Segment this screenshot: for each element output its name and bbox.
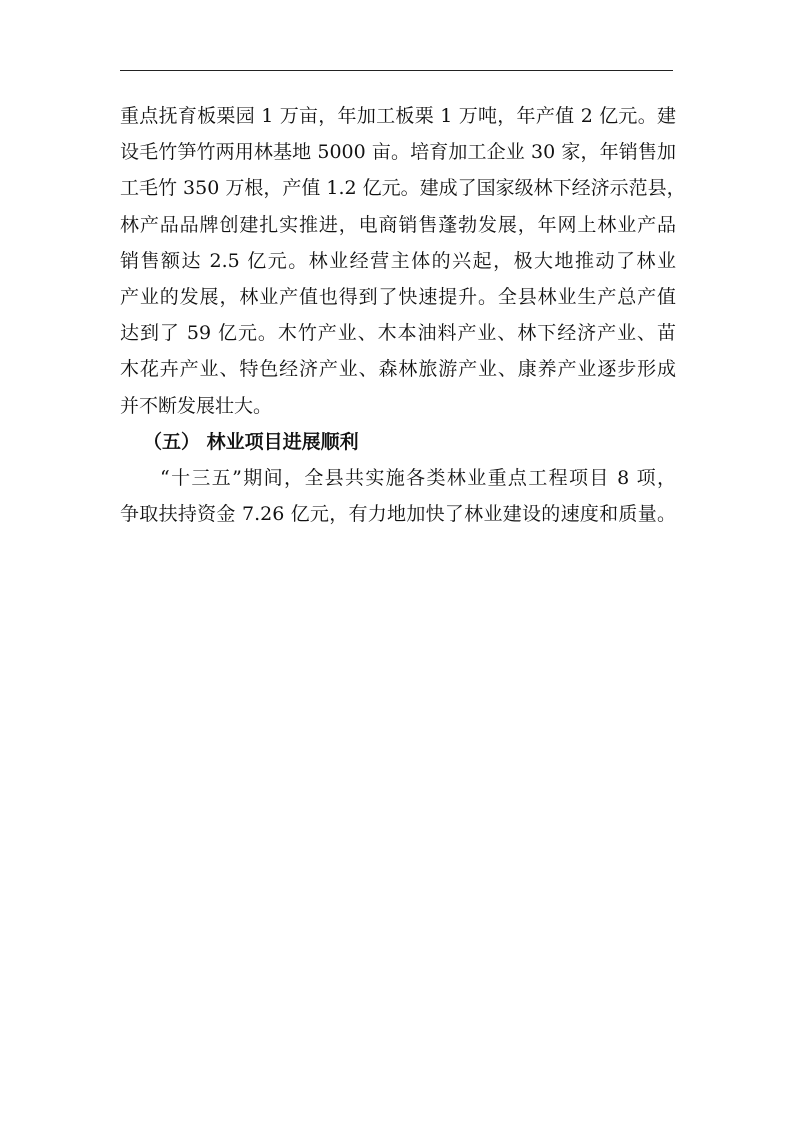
document-body — [120, 98, 686, 532]
text-line: 并不断发展壮大。 — [120, 394, 273, 417]
paragraph-industry-development — [120, 98, 686, 424]
text-line: 争取扶持资金 7.26 亿元，有力地加快了林业建设的速度和质量。 — [120, 503, 676, 526]
text-line: “十三五”期间，全县共实施各类林业重点工程项目 8 项， — [160, 466, 676, 489]
header-rule — [120, 70, 673, 71]
text-line: 产业的发展，林业产值也得到了快速提升。全县林业生产总产值 — [120, 285, 676, 308]
text-line: 达到了 59 亿元。木竹产业、木本油料产业、林下经济产业、苗 — [120, 322, 676, 345]
section-heading: （五） 林业项目进展顺利 — [143, 430, 359, 453]
text-line: 销售额达 2.5 亿元。林业经营主体的兴起，极大地推动了林业 — [120, 249, 676, 272]
text-line: 重点抚育板栗园 1 万亩，年加工板栗 1 万吨，年产值 2 亿元。建 — [120, 105, 676, 127]
text-line: 林产品品牌创建扎实推进，电商销售蓬勃发展，年网上林业产品 — [120, 213, 676, 236]
text-line: 木花卉产业、特色经济产业、森林旅游产业、康养产业逐步形成 — [120, 358, 676, 381]
text-line: 工毛竹 350 万根，产值 1.2 亿元。建成了国家级林下经济示范县， — [120, 177, 686, 200]
paragraph-forestry-projects — [120, 460, 676, 532]
text-line: 设毛竹笋竹两用林基地 5000 亩。培育加工企业 30 家，年销售加 — [120, 141, 676, 164]
